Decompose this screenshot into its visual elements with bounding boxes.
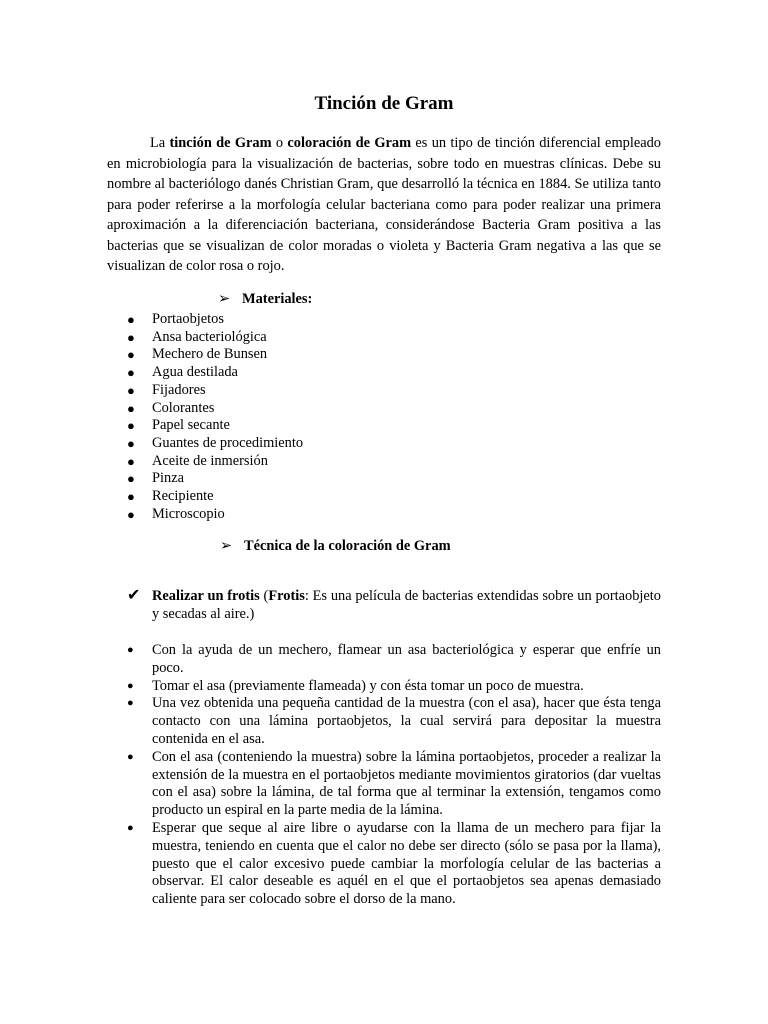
- technique-heading: [220, 537, 451, 555]
- bullet-icon: ●: [127, 365, 135, 381]
- list-item: [107, 435, 303, 453]
- frotis-text: [152, 587, 661, 623]
- page-title: Tinción de Gram: [314, 93, 454, 114]
- list-item: [107, 311, 303, 329]
- list-item-label: Colorantes: [152, 399, 215, 416]
- list-item: [107, 642, 661, 678]
- checkmark-icon: ✔: [127, 587, 141, 604]
- list-item-label: Portaobjetos: [152, 311, 224, 327]
- bullet-icon: ●: [127, 471, 135, 487]
- bullet-icon: ●: [127, 400, 135, 416]
- list-item: [107, 678, 661, 696]
- list-item: [107, 382, 303, 400]
- bullet-icon: ●: [127, 750, 134, 763]
- arrow-bullet-icon: ➢: [220, 538, 233, 554]
- list-item: [107, 470, 303, 488]
- bullet-icon: ●: [127, 435, 135, 451]
- bullet-icon: ●: [127, 644, 134, 656]
- frotis-text-2: : Es una película de bacterias extendidas sobre un portaobjeto y secadas al aire.): [152, 588, 661, 622]
- step-text: Con el asa (conteniendo la muestra) sobre la lámina portaobjetos, proceder a realizar la extensión de la muestra en el portaobjetos mediante movimientos giratorios (dar vueltas con el asa) sobre la lámina, de tal forma que al terminar la extensión, tengamos como producto un espiral en la parte media de la lámina.: [152, 748, 661, 819]
- intro-text-3: es un tipo de tinción diferencial empleado en microbiología para la visualización de bacterias, sobre todo en muestras clínicas. Debe su nombre al bacteriólogo danés Christian Gram, que desarrolló la técnica en 1884. Se utiliza tanto para poder referirse a la morfología celular bacteriana como para poder realizar una primera aproximación a la diferenciación bacteriana, considerándose Bacteria Gram positiva a las bacterias que se visualizan de color moradas o violeta y Bacteria Gram negativa a las que se visualizan de color rosa o rojo.: [107, 135, 661, 274]
- list-item: [107, 695, 661, 748]
- list-item: [107, 488, 303, 506]
- intro-bold-1: tinción de Gram: [169, 135, 272, 151]
- frotis-text-1: (: [259, 588, 269, 604]
- step-text: Una vez obtenida una pequeña cantidad de la muestra (con el asa), hacer que ésta tenga contacto con una lámina portaobjetos, la cual servirá para depositar la muestra contenida en el asa.: [152, 695, 661, 747]
- list-item-label: Agua destilada: [152, 364, 238, 381]
- intro-text-2: o: [271, 135, 288, 151]
- steps-list: [107, 642, 661, 909]
- bullet-icon: ●: [127, 821, 134, 834]
- list-item-label: Papel secante: [152, 417, 230, 434]
- list-item-label: Ansa bacteriológica: [152, 328, 267, 345]
- list-item-label: Aceite de inmersión: [152, 452, 268, 469]
- list-item: [107, 400, 303, 418]
- list-item: [107, 749, 661, 820]
- intro-paragraph: [107, 133, 661, 277]
- bullet-icon: ●: [127, 329, 135, 345]
- list-item-label: Recipiente: [152, 488, 214, 505]
- materials-heading: [218, 290, 312, 308]
- list-item: [107, 346, 303, 364]
- bullet-icon: ●: [127, 489, 135, 505]
- bullet-icon: ●: [127, 697, 134, 710]
- step-text: Con la ayuda de un mechero, flamear un asa bacteriológica y esperar que enfríe un poco.: [152, 642, 661, 676]
- bullet-icon: ●: [127, 418, 135, 434]
- list-item-label: Pinza: [152, 470, 184, 487]
- bullet-icon: ●: [127, 453, 135, 469]
- frotis-bold-1: Realizar un frotis: [152, 588, 260, 604]
- technique-heading-label: Técnica de la coloración de Gram: [244, 538, 451, 554]
- materials-list: [107, 311, 303, 523]
- intro-bold-2: coloración de Gram: [287, 135, 412, 151]
- list-item: [107, 329, 303, 347]
- list-item-label: Guantes de procedimiento: [152, 434, 304, 451]
- intro-text-1: La: [150, 135, 170, 151]
- bullet-icon: ●: [127, 347, 135, 363]
- bullet-icon: ●: [127, 679, 134, 692]
- frotis-bold-2: Frotis: [268, 588, 305, 604]
- list-item-label: Mechero de Bunsen: [152, 346, 268, 363]
- list-item-label: Fijadores: [152, 381, 206, 398]
- materials-heading-label: Materiales:: [242, 291, 313, 307]
- bullet-icon: ●: [127, 382, 135, 398]
- list-item-label: Microscopio: [152, 505, 225, 522]
- list-item: [107, 417, 303, 435]
- step-text: Tomar el asa (previamente flameada) y con ésta tomar un poco de muestra.: [152, 677, 584, 694]
- list-item: [107, 364, 303, 382]
- frotis-item: [107, 587, 661, 623]
- list-item: [107, 820, 661, 909]
- step-text: Esperar que seque al aire libre o ayudarse con la llama de un mechero para fijar la muestra, teniendo en cuenta que el calor no debe ser directo (sólo se pasa por la llama), puesto que el calor excesivo puede cambiar la morfología celular de las bacterias a observar. El calor deseable es aquél en el que el portaobjetos sea apenas demasiado caliente para ser colocado sobre el dorso de la mano.: [152, 819, 661, 908]
- bullet-icon: ●: [127, 312, 135, 327]
- list-item: [107, 506, 303, 524]
- bullet-icon: ●: [127, 506, 135, 522]
- list-item: [107, 453, 303, 471]
- arrow-bullet-icon: ➢: [218, 291, 231, 307]
